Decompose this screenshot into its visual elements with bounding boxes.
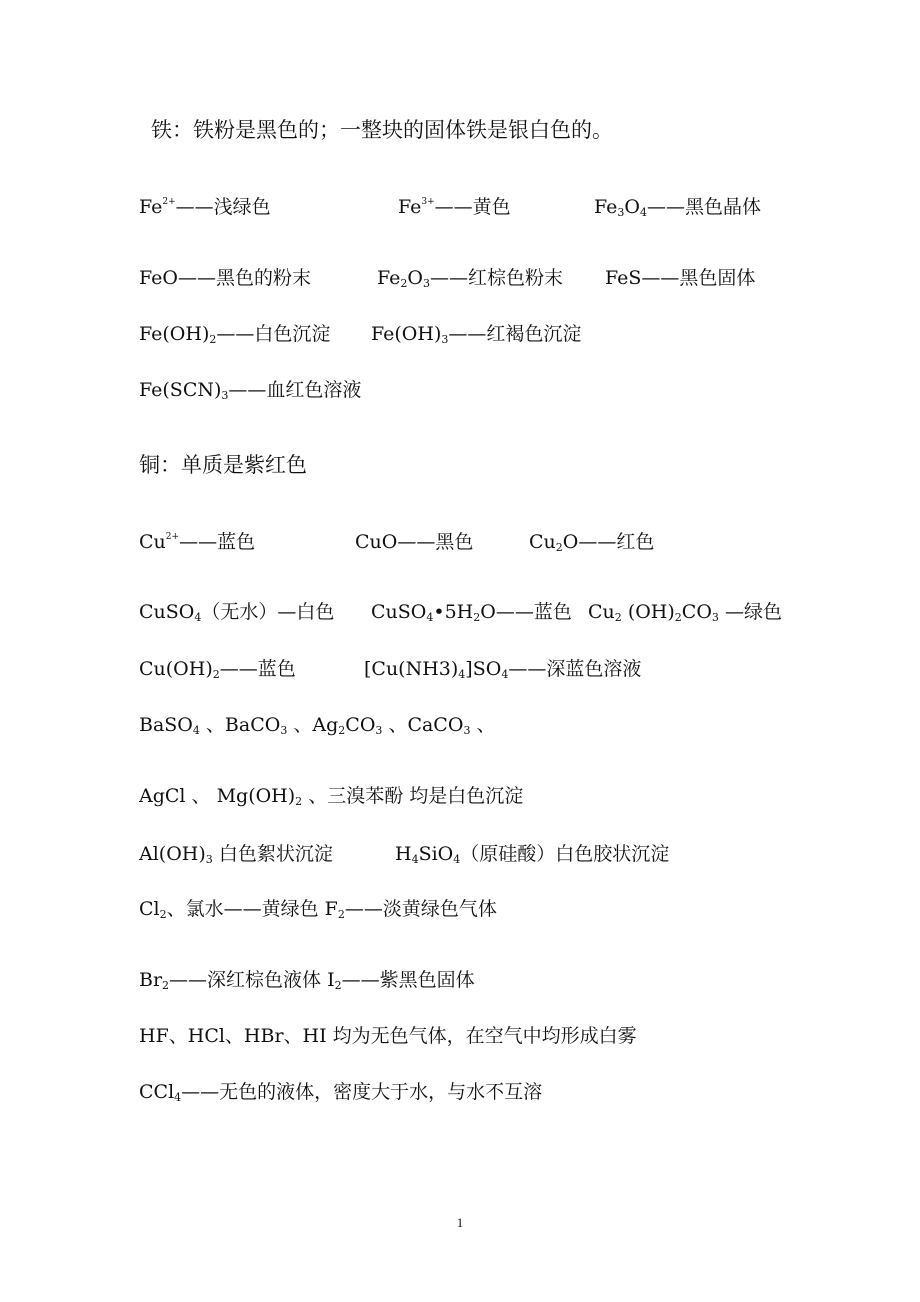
subscript: 3 — [221, 389, 229, 402]
subscript: 2 — [473, 611, 481, 624]
text-segment — [139, 600, 334, 624]
text-segment — [139, 530, 255, 554]
subscript: 2 — [337, 908, 345, 921]
superscript: 2+ — [165, 532, 180, 542]
text-run: Al(OH) — [139, 843, 206, 865]
subscript: 2 — [338, 724, 346, 737]
subscript: 2 — [555, 541, 563, 554]
text-run: Cu — [529, 531, 556, 553]
superscript: 3+ — [421, 197, 435, 207]
text-run: Br — [139, 969, 163, 991]
text-run: 、 — [470, 714, 496, 736]
text-segment — [139, 1024, 637, 1048]
page-number: 1 — [456, 1215, 464, 1230]
subscript: 2 — [209, 333, 217, 346]
text-segment — [151, 118, 613, 142]
subscript: 4 — [453, 853, 461, 866]
text-run: 白色絮状沉淀 — [212, 843, 333, 865]
text-segment — [377, 266, 563, 290]
text-run: CuSO — [371, 601, 427, 623]
text-run: [Cu(NH3) — [364, 658, 459, 680]
text-segment — [364, 657, 641, 681]
text-run: （原硅酸）白色胶状沉淀 — [460, 843, 670, 865]
text-run: Cu(OH) — [139, 658, 213, 680]
subscript: 2 — [159, 908, 167, 921]
text-segment — [398, 195, 511, 219]
text-run: CCl — [139, 1081, 175, 1103]
text-segment — [371, 322, 581, 346]
text-run: FeS——黑色固体 — [605, 267, 756, 289]
subscript: 2 — [674, 611, 682, 624]
text-segment — [139, 842, 333, 866]
text-run: ——黑色晶体 — [646, 196, 761, 218]
text-run: ——蓝色 — [179, 531, 256, 553]
subscript: 4 — [194, 611, 202, 624]
subscript: 3 — [280, 724, 288, 737]
text-run: O——红色 — [562, 531, 655, 553]
text-run: O — [407, 267, 423, 289]
text-run: Fe — [594, 196, 618, 218]
text-run: HF、HCl、HBr、HI 均为无色气体，在空气中均形成白雾 — [139, 1025, 637, 1047]
text-run: 、BaCO — [199, 714, 281, 736]
subscript: 2 — [400, 277, 408, 290]
text-segment — [588, 600, 782, 624]
text-segment — [139, 713, 495, 737]
text-run: （无水）—白色 — [201, 601, 335, 623]
text-segment — [139, 968, 475, 992]
text-segment — [139, 784, 523, 808]
subscript: 3 — [463, 724, 471, 737]
text-segment — [139, 657, 296, 681]
subscript: 2 — [295, 795, 303, 808]
text-run: Cl — [139, 898, 160, 920]
text-segment — [139, 897, 497, 921]
text-run: O — [624, 196, 640, 218]
text-segment — [605, 266, 755, 290]
text-run: ——紫黑色固体 — [341, 969, 475, 991]
text-segment — [139, 378, 361, 402]
text-run: Cu — [588, 601, 615, 623]
text-run: ——黄色 — [434, 196, 511, 218]
text-run: Cu — [139, 531, 166, 553]
text-segment — [395, 842, 669, 866]
subscript: 3 — [711, 611, 719, 624]
text-run: 、氯水——黄绿色 F — [166, 898, 338, 920]
text-run: ——深蓝色溶液 — [508, 658, 642, 680]
text-run: —绿色 — [718, 601, 782, 623]
text-segment — [139, 1080, 542, 1104]
subscript: 4 — [458, 668, 466, 681]
text-run: Fe(OH) — [371, 323, 442, 345]
text-run: Fe(SCN) — [139, 379, 222, 401]
text-run: ——蓝色 — [219, 658, 296, 680]
subscript: 3 — [441, 333, 449, 346]
text-run: ]SO — [465, 658, 502, 680]
text-run: ——红褐色沉淀 — [448, 323, 582, 345]
text-run: ——浅绿色 — [175, 196, 271, 218]
text-segment — [594, 195, 761, 219]
subscript: 3 — [617, 206, 625, 219]
text-run: 、CaCO — [382, 714, 464, 736]
text-run: CuSO — [139, 601, 195, 623]
text-segment — [529, 530, 654, 554]
text-run: Fe(OH) — [139, 323, 210, 345]
text-segment — [355, 530, 473, 554]
text-run: 铜：单质是紫红色 — [139, 453, 307, 477]
text-run: ——白色沉淀 — [216, 323, 331, 345]
subscript: 4 — [426, 611, 434, 624]
text-run: (OH) — [621, 601, 675, 623]
text-run: CO — [681, 601, 712, 623]
text-run: CuO——黑色 — [355, 531, 474, 553]
text-run: CO — [345, 714, 376, 736]
text-run: H — [395, 843, 412, 865]
text-run: 、三溴苯酚 均是白色沉淀 — [302, 785, 524, 807]
subscript: 4 — [192, 724, 200, 737]
text-run: Fe — [139, 196, 163, 218]
text-segment — [139, 195, 271, 219]
subscript: 2 — [334, 979, 342, 992]
text-run: ——深红棕色液体 I — [169, 969, 335, 991]
text-run: 、Ag — [287, 714, 339, 736]
text-run: SiO — [418, 843, 454, 865]
text-run: ——红棕色粉末 — [429, 267, 563, 289]
text-segment — [371, 600, 572, 624]
text-run: •5H — [433, 601, 474, 623]
subscript: 4 — [639, 206, 647, 219]
text-run: BaSO — [139, 714, 193, 736]
superscript: 2+ — [162, 197, 176, 207]
text-run: ——血红色溶液 — [228, 379, 362, 401]
subscript: 3 — [375, 724, 383, 737]
text-run: Fe — [398, 196, 422, 218]
subscript: 2 — [212, 668, 220, 681]
text-run: 铁：铁粉是黑色的；一整块的固体铁是银白色的。 — [151, 118, 613, 142]
text-segment — [139, 453, 307, 477]
subscript: 3 — [422, 277, 430, 290]
text-run: FeO——黑色的粉末 — [139, 267, 311, 289]
text-run: ——淡黄绿色气体 — [344, 898, 497, 920]
subscript: 4 — [174, 1091, 182, 1104]
subscript: 2 — [162, 979, 170, 992]
text-run: ——无色的液体，密度大于水，与水不互溶 — [181, 1081, 543, 1103]
text-run: O——蓝色 — [480, 601, 572, 623]
text-segment — [139, 322, 330, 346]
text-segment — [139, 266, 311, 290]
text-run: Fe — [377, 267, 401, 289]
subscript: 4 — [411, 853, 419, 866]
subscript: 4 — [501, 668, 509, 681]
text-run: AgCl 、 Mg(OH) — [139, 785, 296, 807]
subscript: 2 — [614, 611, 622, 624]
subscript: 3 — [205, 853, 213, 866]
